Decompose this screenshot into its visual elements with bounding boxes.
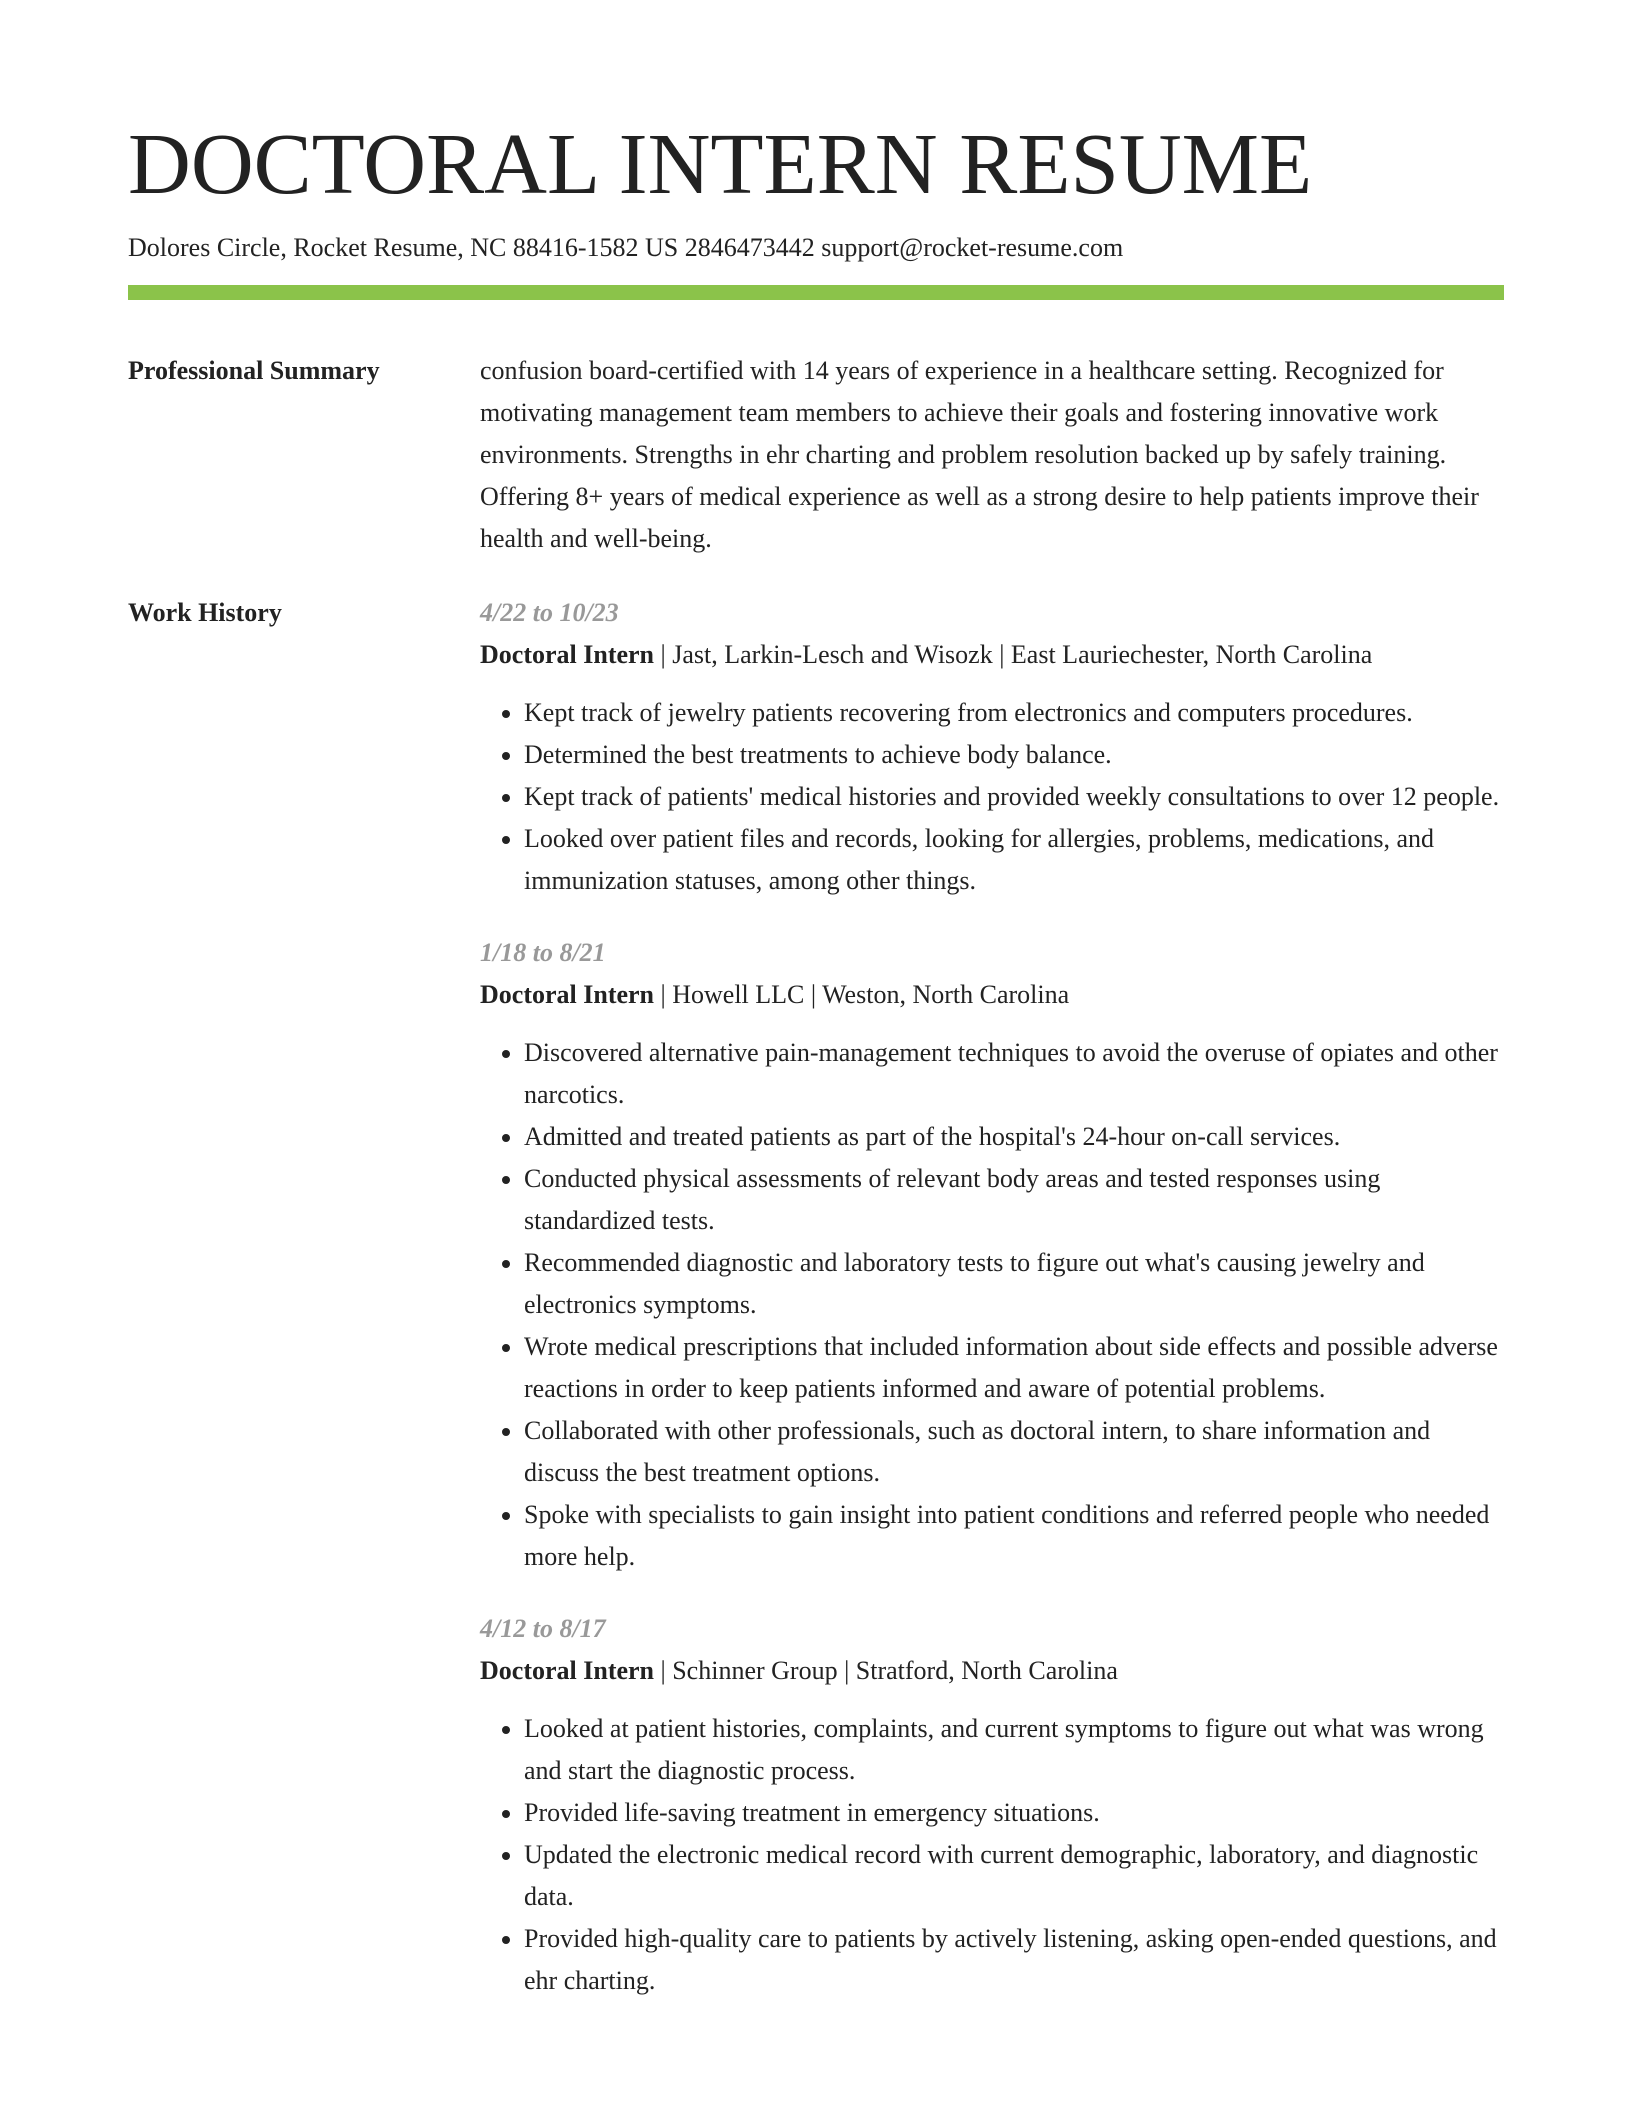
job-bullet: • Wrote medical prescriptions that included information about side effects and possible adverse reactions in order to keep patients informed and aware of potential problems. <box>524 1326 1504 1410</box>
job-entry <box>480 592 1504 902</box>
job-bullet: • Admitted and treated patients as part of the hospital's 24-hour on-call services. <box>524 1116 1504 1158</box>
summary-text: confusion board-certified with 14 years of experience in a healthcare setting. Recognized for motivating management team members to achieve their goals and fostering innovative work environments. Strengths in ehr charting and problem resolution backed up by safely training. Offering 8+ years of medical experience as well as a strong desire to help patients improve their health and well-being. <box>480 356 1479 553</box>
job-dates: 4/12 to 8/17 <box>480 1614 606 1643</box>
job-dates: 1/18 to 8/21 <box>480 938 606 967</box>
resume-header <box>128 115 1504 265</box>
job-bullet: • Discovered alternative pain-management techniques to avoid the overuse of opiates and other narcotics. <box>524 1032 1504 1116</box>
summary-heading: Professional Summary <box>128 356 380 385</box>
job-entry <box>480 932 1504 1578</box>
job-details: | Schinner Group | Stratford, North Carolina <box>654 1656 1118 1685</box>
job-heading <box>480 974 1504 1016</box>
job-bullet: • Kept track of patients' medical histories and provided weekly consultations to over 12 people. <box>524 776 1504 818</box>
job-bullet: • Looked at patient histories, complaints, and current symptoms to figure out what was wrong and start the diagnostic process. <box>524 1708 1504 1792</box>
job-bullet: • Provided high-quality care to patients by actively listening, asking open-ended questions, and ehr charting. <box>524 1918 1504 2002</box>
job-heading <box>480 1650 1504 1692</box>
job-bullet: • Conducted physical assessments of relevant body areas and tested responses using standardized tests. <box>524 1158 1504 1242</box>
job-bullets <box>480 1032 1504 1578</box>
job-heading <box>480 634 1504 676</box>
summary-body <box>480 350 1504 560</box>
job-bullet: • Collaborated with other professionals, such as doctoral intern, to share information and discuss the best treatment options. <box>524 1410 1504 1494</box>
job-bullet: • Recommended diagnostic and laboratory tests to figure out what's causing jewelry and electronics symptoms. <box>524 1242 1504 1326</box>
job-dates: 4/22 to 10/23 <box>480 598 619 627</box>
job-title: Doctoral Intern <box>480 640 655 669</box>
job-title: Doctoral Intern <box>480 980 655 1009</box>
job-details: | Howell LLC | Weston, North Carolina <box>654 980 1070 1009</box>
job-title: Doctoral Intern <box>480 1656 655 1685</box>
job-details: | Jast, Larkin-Lesch and Wisozk | East Lauriechester, North Carolina <box>654 640 1373 669</box>
job-bullet: • Provided life-saving treatment in emergency situations. <box>524 1792 1504 1834</box>
job-bullet: • Kept track of jewelry patients recovering from electronics and computers procedures. <box>524 692 1504 734</box>
job-bullet: • Spoke with specialists to gain insight into patient conditions and referred people who needed more help. <box>524 1494 1504 1578</box>
job-bullet: • Updated the electronic medical record with current demographic, laboratory, and diagnostic data. <box>524 1834 1504 1918</box>
work-history-body <box>480 592 1504 2032</box>
job-entry <box>480 1608 1504 2002</box>
work-history-heading: Work History <box>128 598 282 627</box>
job-bullet: • Determined the best treatments to achieve body balance. <box>524 734 1504 776</box>
job-bullets <box>480 1708 1504 2002</box>
resume-title: DOCTORAL INTERN RESUME <box>128 115 1313 212</box>
job-bullets <box>480 692 1504 902</box>
job-bullet: • Looked over patient files and records, looking for allergies, problems, medications, and immunization statuses, among other things. <box>524 818 1504 902</box>
contact-info: Dolores Circle, Rocket Resume, NC 88416-1582 US 2846473442 support@rocket-resume.com <box>128 233 1124 263</box>
accent-divider <box>128 285 1504 300</box>
